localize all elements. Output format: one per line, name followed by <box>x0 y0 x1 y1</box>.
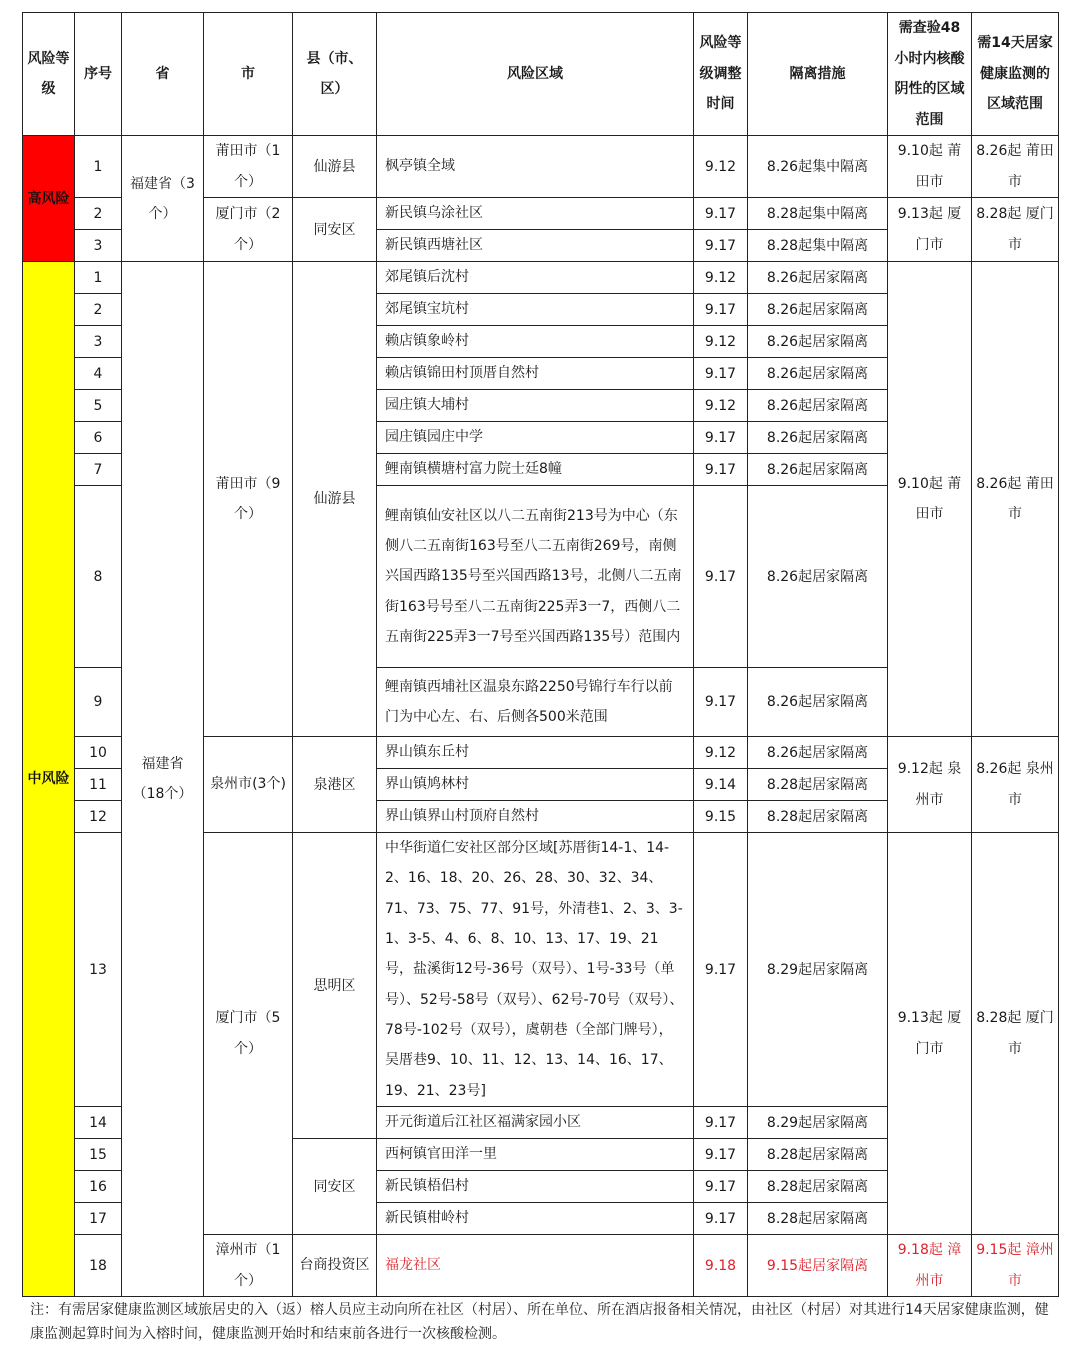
time-cell: 9.17 <box>694 1171 748 1203</box>
county-cell: 思明区 <box>293 833 377 1139</box>
row-no: 10 <box>75 737 122 769</box>
monitor-scope-cell: 8.26起 莆田市 <box>972 136 1059 198</box>
time-cell: 9.12 <box>694 390 748 422</box>
row-no: 18 <box>75 1235 122 1297</box>
time-cell: 9.17 <box>694 294 748 326</box>
measure-cell: 8.29起居家隔离 <box>748 833 888 1107</box>
county-cell: 仙游县 <box>293 262 377 737</box>
area-cell: 界山镇界山村顶府自然村 <box>377 801 694 833</box>
time-cell: 9.12 <box>694 136 748 198</box>
measure-cell: 8.26起居家隔离 <box>748 454 888 486</box>
province-cell: 福建省（3个） <box>122 136 204 262</box>
time-cell: 9.17 <box>694 358 748 390</box>
footnote: 注：有需居家健康监测区域旅居史的入（返）榕人员应主动向所在社区（村居）、所在单位、所在酒店报备相关情况，由社区（村居）对其进行14天居家健康监测，健康监测起算时间为入榕时间，健康监测开始时和结束前各进行一次核酸检测。 <box>30 1302 1049 1342</box>
nucleic-scope-cell: 9.12起 泉州市 <box>888 737 972 833</box>
area-cell: 郊尾镇后沈村 <box>377 262 694 294</box>
nucleic-scope-cell: 9.18起 漳州市 <box>888 1235 972 1297</box>
time-cell: 9.17 <box>694 454 748 486</box>
measure-cell: 8.26起居家隔离 <box>748 326 888 358</box>
nucleic-scope-cell: 9.13起 厦门市 <box>888 198 972 262</box>
row-no: 2 <box>75 294 122 326</box>
area-cell: 赖店镇锦田村顶厝自然村 <box>377 358 694 390</box>
risk-level-high: 高风险 <box>23 136 75 262</box>
area-cell: 枫亭镇全域 <box>377 136 694 198</box>
city-cell: 莆田市（1个） <box>204 136 293 198</box>
time-cell: 9.12 <box>694 262 748 294</box>
time-cell: 9.17 <box>694 1139 748 1171</box>
risk-level-medium: 中风险 <box>23 262 75 1297</box>
row-no: 16 <box>75 1171 122 1203</box>
row-no: 17 <box>75 1203 122 1235</box>
county-cell: 泉港区 <box>293 737 377 833</box>
header-adjust-time: 风险等级调整时间 <box>694 13 748 136</box>
measure-cell: 8.26起居家隔离 <box>748 358 888 390</box>
area-cell: 赖店镇象岭村 <box>377 326 694 358</box>
area-cell: 鲤南镇仙安社区以八二五南街213号为中心（东侧八二五南街163号至八二五南街269号，南侧兴国西路135号至兴国西路13号，北侧八二五南街163号号至八二五南街225弄3一7，西侧八二五南街225弄3一7号至兴国西路135号）范围内 <box>377 486 694 668</box>
time-cell: 9.17 <box>694 230 748 262</box>
nucleic-scope-cell: 9.10起 莆田市 <box>888 136 972 198</box>
time-cell: 9.17 <box>694 1203 748 1235</box>
measure-cell: 8.26起居家隔离 <box>748 668 888 737</box>
monitor-scope-cell: 8.28起 厦门市 <box>972 198 1059 262</box>
area-cell: 中华街道仁安社区部分区域[苏厝街14-1、14-2、16、18、20、26、28、30、32、34、71、73、75、77、91号，外清巷1、2、3、3-1、3-5、4、6、8、10、13、17、19、21号，盐溪街12号-36号（双号）、1号-33号（单号）、52号-58号（双号）、62号-70号（双号）、78号-102号（双号），虞朝巷（全部门牌号），吴厝巷9、10、11、12、13、14、16、17、19、21、23号] <box>377 833 694 1107</box>
nucleic-scope-cell: 9.10起 莆田市 <box>888 262 972 737</box>
area-cell: 新民镇乌涂社区 <box>377 198 694 230</box>
area-cell: 鲤南镇西埔社区温泉东路2250号锦行车行以前门为中心左、右、后侧各500米范围 <box>377 668 694 737</box>
row-no: 1 <box>75 262 122 294</box>
measure-cell: 8.26起居家隔离 <box>748 737 888 769</box>
measure-cell: 8.29起居家隔离 <box>748 1107 888 1139</box>
table-row <box>23 136 1059 198</box>
city-cell: 厦门市（2个） <box>204 198 293 262</box>
area-cell: 新民镇梧侣村 <box>377 1171 694 1203</box>
time-cell: 9.17 <box>694 422 748 454</box>
area-cell: 界山镇鸠林村 <box>377 769 694 801</box>
area-cell: 新民镇西塘社区 <box>377 230 694 262</box>
header-nucleic-scope: 需查验48小时内核酸阴性的区域范围 <box>888 13 972 136</box>
row-no: 8 <box>75 486 122 668</box>
measure-cell: 8.28起居家隔离 <box>748 1203 888 1235</box>
row-no: 7 <box>75 454 122 486</box>
county-cell: 仙游县 <box>293 136 377 198</box>
measure-cell: 8.28起集中隔离 <box>748 230 888 262</box>
measure-cell: 8.26起居家隔离 <box>748 390 888 422</box>
row-no: 5 <box>75 390 122 422</box>
header-monitor-scope: 需14天居家健康监测的区域范围 <box>972 13 1059 136</box>
row-no: 11 <box>75 769 122 801</box>
row-no: 6 <box>75 422 122 454</box>
time-cell: 9.12 <box>694 737 748 769</box>
measure-cell: 8.26起居家隔离 <box>748 422 888 454</box>
measure-cell: 8.26起居家隔离 <box>748 486 888 668</box>
area-cell: 福龙社区 <box>377 1235 694 1297</box>
row-no: 13 <box>75 833 122 1107</box>
county-cell: 台商投资区 <box>293 1235 377 1297</box>
area-cell: 新民镇柑岭村 <box>377 1203 694 1235</box>
area-cell: 园庄镇大埔村 <box>377 390 694 422</box>
time-cell: 9.17 <box>694 1107 748 1139</box>
row-no: 1 <box>75 136 122 198</box>
header-province: 省 <box>122 13 204 136</box>
row-no: 2 <box>75 198 122 230</box>
measure-cell: 8.26起集中隔离 <box>748 136 888 198</box>
time-cell: 9.17 <box>694 668 748 737</box>
table-row <box>23 262 1059 294</box>
time-cell: 9.12 <box>694 326 748 358</box>
row-no: 3 <box>75 326 122 358</box>
time-cell: 9.17 <box>694 198 748 230</box>
measure-cell: 8.28起居家隔离 <box>748 769 888 801</box>
time-cell: 9.17 <box>694 833 748 1107</box>
row-no: 3 <box>75 230 122 262</box>
area-cell: 西柯镇官田洋一里 <box>377 1139 694 1171</box>
measure-cell: 8.26起居家隔离 <box>748 262 888 294</box>
header-no: 序号 <box>75 13 122 136</box>
area-cell: 开元街道后江社区福满家园小区 <box>377 1107 694 1139</box>
time-cell: 9.17 <box>694 486 748 668</box>
header-county: 县（市、区） <box>293 13 377 136</box>
monitor-scope-cell: 8.26起 泉州市 <box>972 737 1059 833</box>
nucleic-scope-cell: 9.13起 厦门市 <box>888 833 972 1235</box>
row-no: 14 <box>75 1107 122 1139</box>
province-cell: 福建省 （18个） <box>122 262 204 1297</box>
header-measure: 隔离措施 <box>748 13 888 136</box>
area-cell: 园庄镇园庄中学 <box>377 422 694 454</box>
header-city: 市 <box>204 13 293 136</box>
area-cell: 鲤南镇横塘村富力院士廷8幢 <box>377 454 694 486</box>
time-cell: 9.14 <box>694 769 748 801</box>
county-cell: 同安区 <box>293 1139 377 1235</box>
risk-area-table <box>22 12 1059 1297</box>
measure-cell: 8.28起居家隔离 <box>748 1171 888 1203</box>
header-row <box>23 13 1059 136</box>
measure-cell: 8.28起集中隔离 <box>748 198 888 230</box>
time-cell: 9.15 <box>694 801 748 833</box>
area-cell: 界山镇东丘村 <box>377 737 694 769</box>
city-cell: 莆田市（9个） <box>204 262 293 737</box>
monitor-scope-cell: 9.15起 漳州市 <box>972 1235 1059 1297</box>
row-no: 4 <box>75 358 122 390</box>
county-cell: 同安区 <box>293 198 377 262</box>
measure-cell: 8.28起居家隔离 <box>748 801 888 833</box>
row-no: 15 <box>75 1139 122 1171</box>
header-area: 风险区域 <box>377 13 694 136</box>
measure-cell: 9.15起居家隔离 <box>748 1235 888 1297</box>
monitor-scope-cell: 8.28起 厦门市 <box>972 833 1059 1235</box>
monitor-scope-cell: 8.26起 莆田市 <box>972 262 1059 737</box>
area-cell: 郊尾镇宝坑村 <box>377 294 694 326</box>
row-no: 9 <box>75 668 122 737</box>
measure-cell: 8.28起居家隔离 <box>748 1139 888 1171</box>
city-cell: 厦门市（5个） <box>204 833 293 1235</box>
time-cell: 9.18 <box>694 1235 748 1297</box>
header-level: 风险等级 <box>23 13 75 136</box>
row-no: 12 <box>75 801 122 833</box>
city-cell: 漳州市（1个） <box>204 1235 293 1297</box>
city-cell: 泉州市(3个) <box>204 737 293 833</box>
measure-cell: 8.26起居家隔离 <box>748 294 888 326</box>
